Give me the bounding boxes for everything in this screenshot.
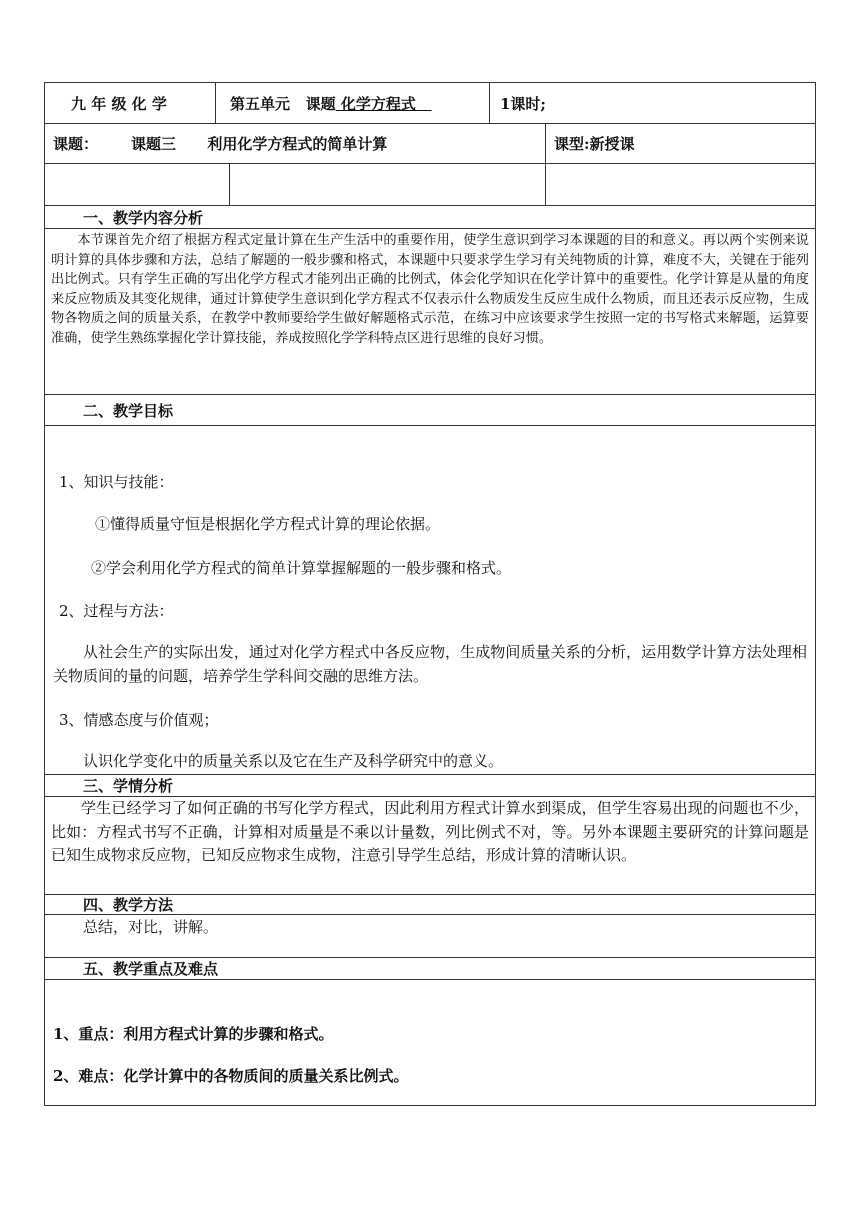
process-title: 2、过程与方法：: [59, 602, 174, 620]
key-points-body-row: [44, 980, 816, 1106]
grade-cell: [45, 83, 215, 123]
methods-title-row: [44, 895, 816, 915]
key-points-title-row: [44, 958, 816, 980]
lesson-type: 课型:新授课: [554, 135, 635, 153]
objectives-body-row: [44, 426, 816, 775]
lesson-type-cell: [545, 124, 815, 163]
objectives-title: 二、教学目标: [83, 401, 174, 420]
emotion-title: 3、情感态度与价值观；: [59, 711, 219, 729]
lesson-plan-table: [44, 82, 816, 1106]
difficult-point-text: 2、难点：化学计算中的各物质间的质量关系比例式。: [53, 1067, 409, 1085]
empty-row: [44, 164, 816, 206]
emotion-text: 认识化学变化中的质量关系以及它在生产及科学研究中的意义。: [83, 752, 504, 770]
learner-analysis-text: 学生已经学习了如何正确的书写化学方程式，因此利用方程式计算水到渠成，但学生容易出现的问题也不少，比如：方程式书写不正确，计算相对质量是不乘以计量数，列比例式不对，等。另外本课题主要研究的计算问题是已知生成物求反应物，已知反应物求生成物，注意引导学生总结，形成计算的清晰认识。: [51, 799, 809, 864]
key-points-title: 五、教学重点及难点: [83, 960, 219, 978]
unit-cell: [215, 83, 489, 123]
topic-row: [44, 124, 816, 164]
empty-cell-2: [229, 164, 545, 205]
learner-analysis-title: 三、学情分析: [83, 777, 174, 795]
methods-text: 总结，对比，讲解。: [83, 918, 219, 936]
content-analysis-body-row: [44, 229, 816, 395]
knowledge-point-1: ①懂得质量守恒是根据化学方程式计算的理论依据。: [95, 515, 441, 533]
content-analysis-title-row: [44, 206, 816, 229]
unit-topic: 化学方程式: [335, 94, 432, 113]
header-row: [44, 82, 816, 124]
methods-body-row: [44, 915, 816, 958]
key-point-text: 1、重点：利用方程式计算的步骤和格式。: [53, 1025, 334, 1043]
knowledge-point-2: ②学会利用化学方程式的简单计算掌握解题的一般步骤和格式。: [91, 559, 512, 577]
topic-text: 课题三 利用化学方程式的简单计算: [131, 135, 388, 153]
empty-cell-3: [545, 164, 815, 205]
content-analysis-title: 一、教学内容分析: [83, 208, 204, 227]
empty-cell-1: [45, 164, 229, 205]
learner-analysis-body-row: [44, 797, 816, 895]
lesson-time-cell: [489, 83, 815, 123]
knowledge-title: 1、知识与技能：: [59, 473, 174, 491]
lesson-time: 1课时;: [500, 94, 546, 113]
unit-prefix: 第五单元 课题: [230, 94, 336, 113]
methods-title: 四、教学方法: [83, 896, 174, 914]
learner-analysis-title-row: [44, 775, 816, 797]
objectives-title-row: [44, 395, 816, 426]
topic-label: 课题：: [53, 135, 99, 153]
process-text: 从社会生产的实际出发，通过对化学方程式中各反应物，生成物间质量关系的分析，运用数学计算方法处理相关物质间的量的问题，培养学生学科间交融的思维方法。: [53, 643, 807, 685]
topic-cell: [45, 124, 545, 163]
content-analysis-text: 本节课首先介绍了根据方程式定量计算在生产生活中的重要作用，使学生意识到学习本课题的目的和意义。再以两个实例来说明计算的具体步骤和方法，总结了解题的一般步骤和格式，本课题中只要求学生学习有关纯物质的计算，难度不大，关键在于能列出比例式。只有学生正确的写出化学方程式才能列出正确的比例式，体会化学知识在化学计算中的重要性。化学计算是从量的角度来反应物质及其变化规律，通过计算使学生意识到化学方程式不仅表示什么物质发生反应生成什么物质，而且还表示反应物，生成物各物质之间的质量关系，在教学中教师要给学生做好解题格式示范，在练习中应该要求学生按照一定的书写格式来解题，运算要准确，使学生熟练掌握化学计算技能，养成按照化学学科特点区进行思维的良好习惯。: [51, 233, 809, 346]
grade-label: 九 年 级 化 学: [71, 94, 167, 113]
